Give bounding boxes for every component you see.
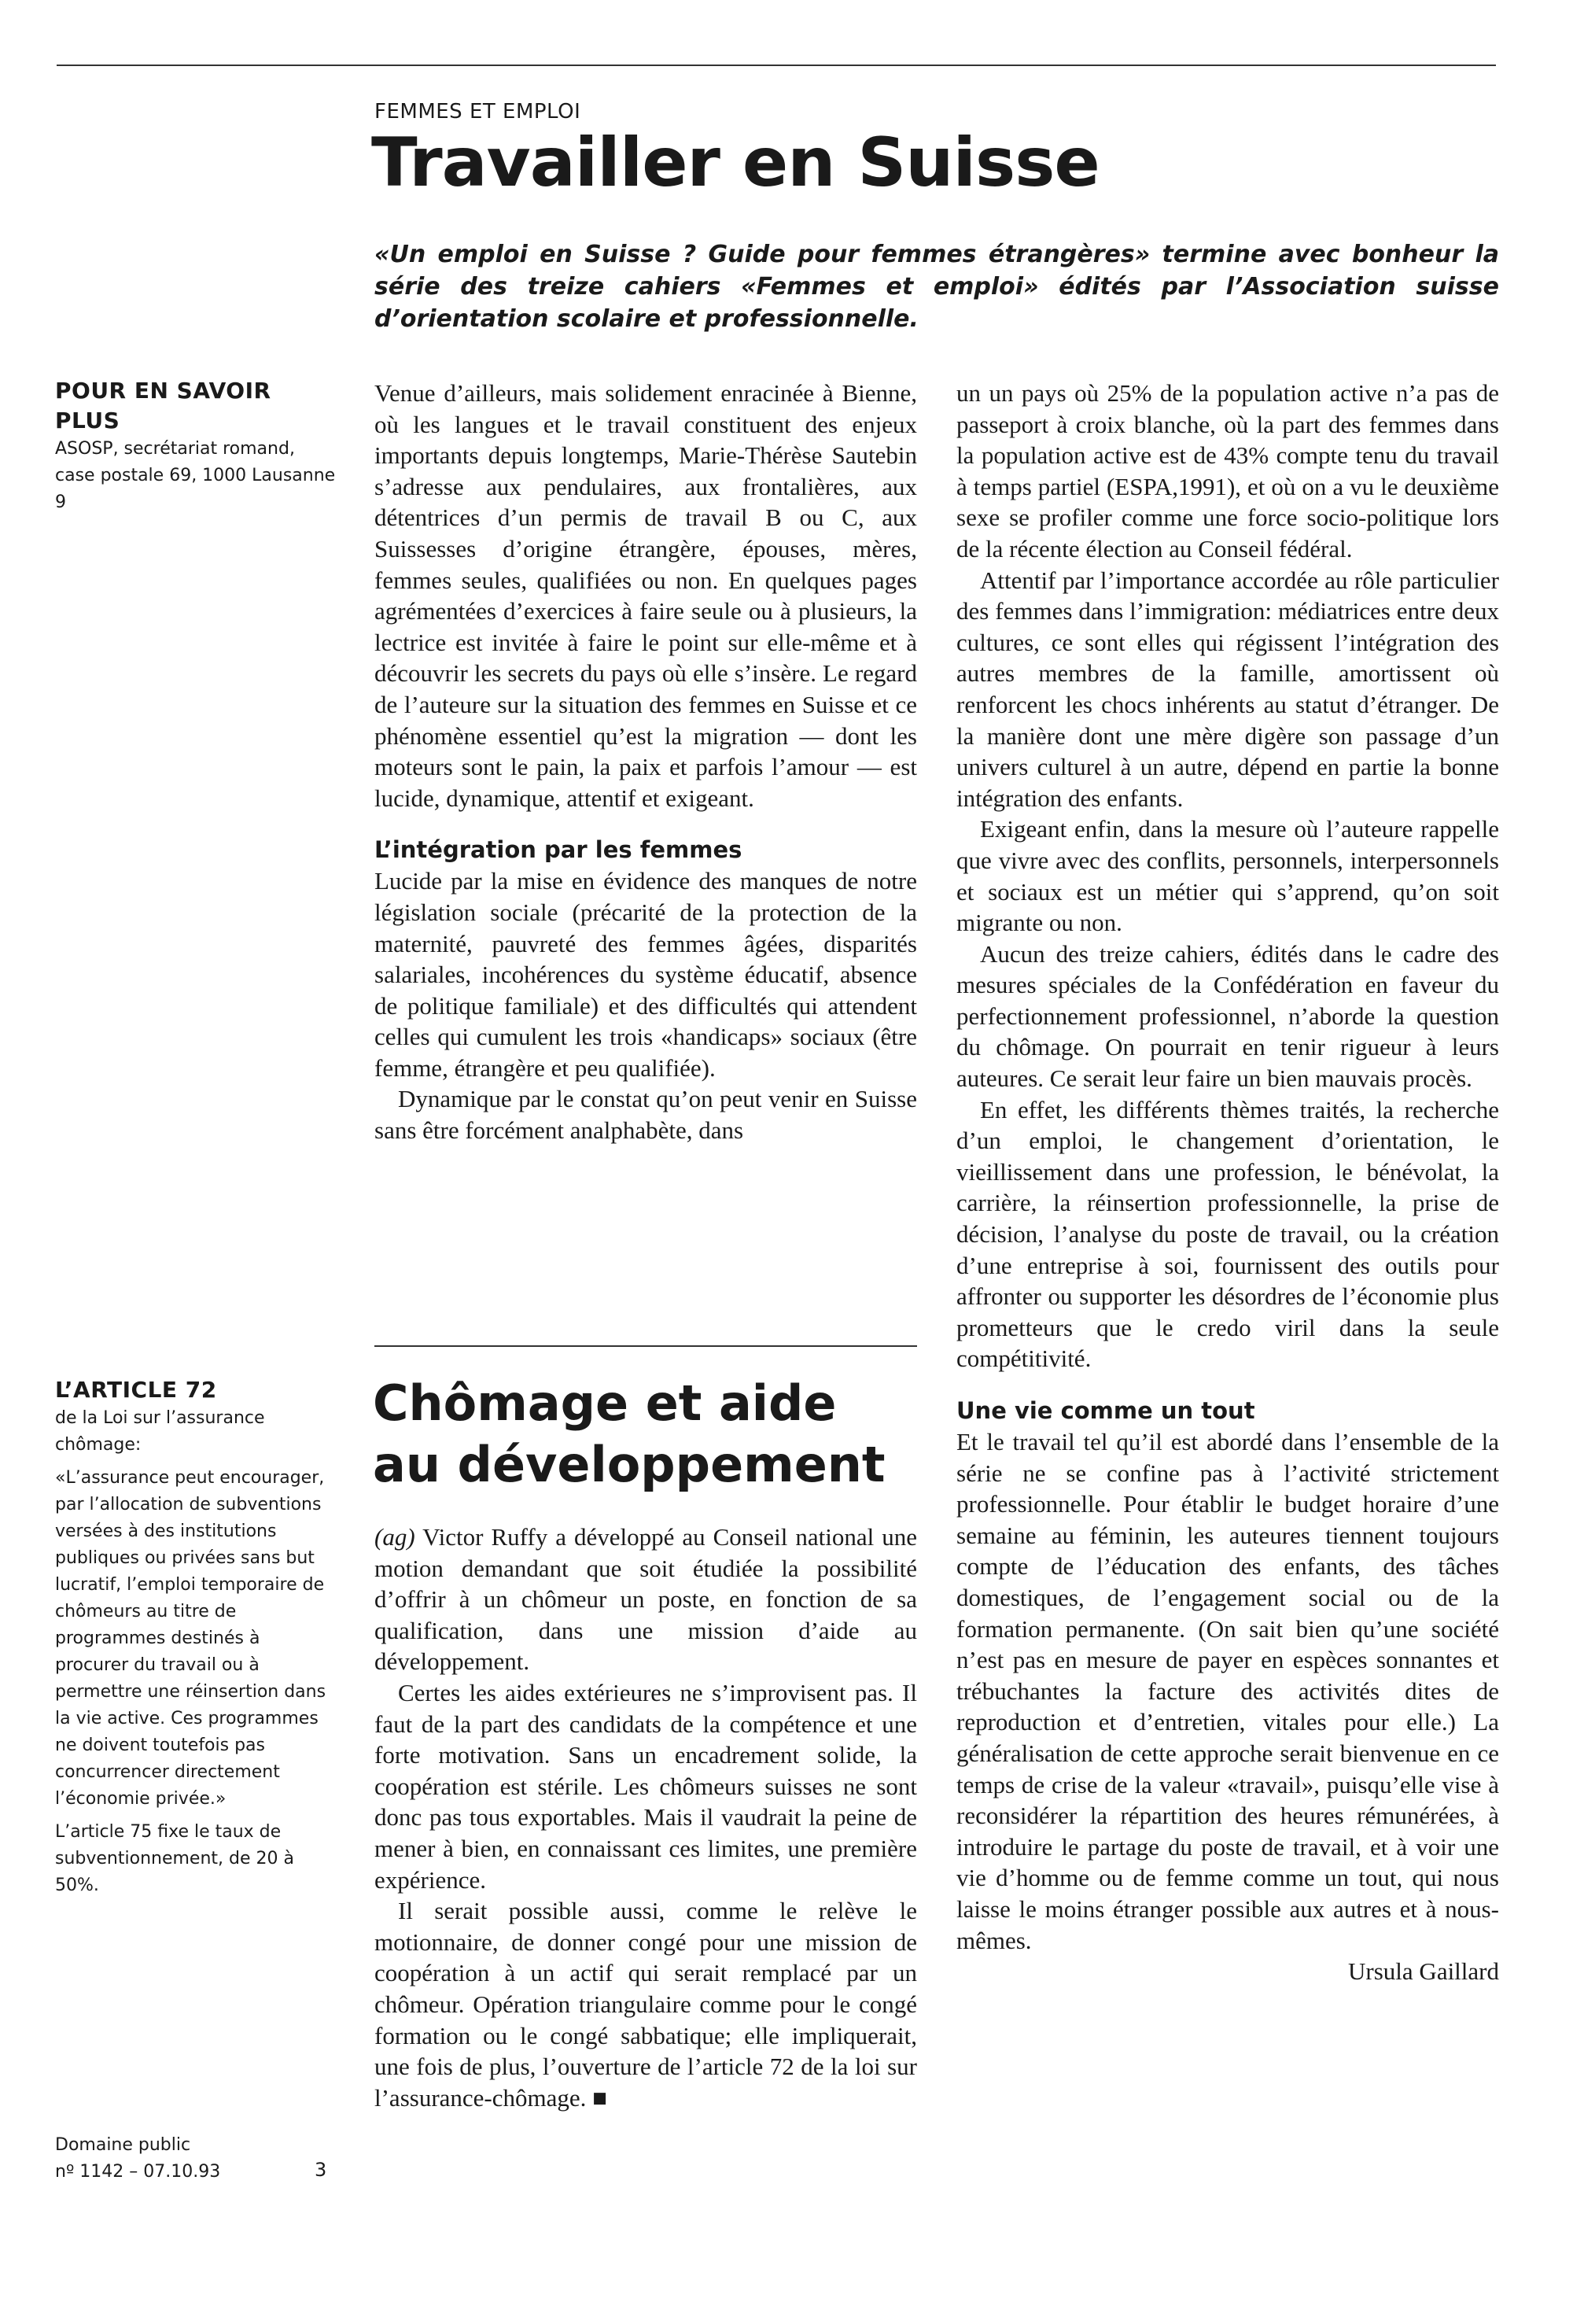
article1-paragraph: Lucide par la mise en évidence des manques de notre législation sociale (précarité de la protection de la maternité, pauvreté des femmes âgées, disparités salariales, incohérences du système éducatif, absence de politique familiale) et des difficultés qui attendent celles qui cumulent les trois «handicaps» sociaux (être femme, étrangère et peu qualifiée).: [374, 867, 917, 1082]
section-kicker: FEMMES ET EMPLOI: [374, 100, 581, 124]
lead-paragraph: «Un emploi en Suisse ? Guide pour femmes étrangères» termine avec bonheur la série des treize cahiers «Femmes et emploi» édités par l’Association suisse d’orientation scolaire et professionnelle.: [374, 241, 1499, 333]
footer-issue: nº 1142 – 07.10.93: [55, 2162, 221, 2182]
sidebar-article-note: L’article 75 fixe le taux de subventionnement, de 20 à 50%.: [55, 1822, 294, 1895]
article2-initials: (ag): [374, 1523, 415, 1551]
page-number: 3: [315, 2159, 327, 2181]
article1-column-1: [374, 378, 917, 1146]
article1-paragraph: Venue d’ailleurs, mais solidement enracinée à Bienne, où les langues et le travail constituent des enjeux importants depuis longtemps, Marie-Thérèse Sautebin s’adresse aux pendulaires, aux frontalières, aux détentrices d’un permis de travail B ou C, aux Suissesses d’origine étrangère, épouses, mères, femmes seules, qualifiées ou non. En quelques pages agrémentées d’exercices à faire seule ou à plusieurs, la lectrice est invitée à faire le point sur elle-même et à découvrir les secrets du pays où elle s’insère. Le regard de l’auteure sur la situation des femmes en Suisse et ce phénomène essentiel qu’est la migration — dont les moteurs sont le pain, la paix et parfois l’amour — est lucide, dynamique, attentif et exigeant.: [374, 379, 917, 812]
article2-title-line2: au développement: [373, 1436, 886, 1493]
article1-paragraph: Aucun des treize cahiers, édités dans le cadre des mesures spéciales de la Confédération en faveur du perfectionnement professionnel, n’aborde la question du chômage. On pourrait en tenir rigueur à leurs auteures. Ce serait leur faire un bien mauvais procès.: [956, 939, 1499, 1093]
top-rule: [57, 65, 1496, 66]
article1-column-2: [956, 378, 1499, 1987]
article2-paragraph: Il serait possible aussi, comme le relève le motionnaire, de donner congé pour une mission de coopération à un actif qui serait remplacé par un chômeur. Opération triangulaire comme pour le congé formation ou le congé sabbatique; elle impliquerait, une fois de plus, l’ouverture de l’article 72 de la loi sur l’assurance-chômage. ■: [374, 1897, 917, 2112]
article1-paragraph: Et le travail tel qu’il est abordé dans l’ensemble de la série ne se confine pas à l’activité strictement professionnelle. Pour établir le budget horaire d’une semaine au féminin, les auteures tiennent toujours compte de l’éducation des enfants, des tâches domestiques, de l’engagement social ou de la formation permanente. (On sait bien qu’une société n’est pas en mesure de payer en espèces sonnantes et trébuchantes la facture des activités dites de reproduction et d’entretien, vitales pour elle.) La généralisation de cette approche serait bienvenue en ce temps de crise de la valeur «travail», puisqu’elle vise à reconsidérer la répartition des heures rémunérées, à introduire le partage du poste de travail, et à voir une vie d’homme ou de femme comme un tout, qui nous laisse le moins étranger possible aux autres et à nous-mêmes.: [956, 1428, 1499, 1954]
sidebar-article-quote: «L’assurance peut encourager, par l’allocation de subventions versées à des institutions publiques ou privées sans but lucratif, l’emploi temporaire de chômeurs au titre de programmes destinés à procurer du travail ou à permettre une réinsertion dans la vie active. Ces programmes ne doivent toutefois pas concurrencer directement l’économie privée.»: [55, 1468, 326, 1809]
sidebar-more-text: ASOSP, secrétariat romand, case postale 69, 1000 Lausanne 9: [55, 439, 336, 512]
article2-paragraph: Certes les aides extérieures ne s’improvisent pas. Il faut de la part des candidats de la compétence et une forte motivation. Sans un encadrement solide, la coopération est stérile. Les chômeurs suisses ne sont donc pas tous exportables. Mais il vaudrait la peine de mener à bien, en connaissant ces limites, une première expérience.: [374, 1678, 917, 1894]
footer-publication: Domaine public: [55, 2135, 191, 2155]
end-mark: ■: [592, 2083, 607, 2112]
article2-title: [373, 1373, 923, 1496]
footer-info: [55, 2132, 338, 2186]
headline: Travailler en Suisse: [371, 124, 1100, 202]
article2-rule: [374, 1345, 917, 1347]
article1-paragraph: Attentif par l’importance accordée au rôle particulier des femmes dans l’immigration: médiatrices entre deux cultures, ce sont elles qui régissent l’intégration des autres membres de la famille, amortissent où renforcent les chocs inhérents au statut d’étranger. De la manière dont une mère digère son passage d’un univers culturel à un autre, dépend en partie la bonne intégration des enfants.: [956, 566, 1499, 812]
article2-paragraph: (ag) Victor Ruffy a développé au Conseil national une motion demandant que soit étudiée la possibilité d’offrir à un chômeur un poste, en fonction de sa qualification, dans une mission d’aide au développement.: [374, 1523, 917, 1676]
article1-paragraph: Exigeant enfin, dans la mesure où l’auteure rappelle que vivre avec des conflits, personnels, interpersonnels et sociaux est un métier qui s’apprend, qu’on soit migrante ou non.: [956, 815, 1499, 937]
sidebar-more-title: POUR EN SAVOIR PLUS: [55, 378, 271, 433]
author-byline: Ursula Gaillard: [1348, 1957, 1499, 1986]
article1-paragraph: En effet, les différents thèmes traités, la recherche d’un emploi, le changement d’orientation, le vieillissement dans une profession, le bénévolat, la carrière, la réinsertion professionnelle, la prise de décision, l’analyse du poste de travail, ou la création d’une entreprise à soi, fournissent des outils pour affronter ou supporter les désordres de l’économie plus prometteurs que le credo viril dans la seule compétitivité.: [956, 1095, 1499, 1373]
article1-subheading-vie: Une vie comme un tout: [956, 1397, 1255, 1424]
sidebar-article-72: [55, 1375, 338, 1905]
article1-paragraph: Dynamique par le constat qu’on peut venir en Suisse sans être forcément analphabète, dans: [374, 1085, 917, 1145]
sidebar-article-intro: de la Loi sur l’assurance chômage:: [55, 1408, 265, 1455]
article1-paragraph: un un pays où 25% de la population active n’a pas de passeport à croix blanche, où la part des femmes dans la population active est de 43% compte tenu du travail à temps partiel (ESPA,1991), et où on a vu le deuxième sexe se profiler comme une force socio-politique lors de la récente élection au Conseil fédéral.: [956, 379, 1499, 563]
sidebar-more-info: [55, 376, 338, 522]
article2-body: [374, 1522, 917, 2113]
article1-subheading-integration: L’intégration par les femmes: [374, 836, 742, 864]
article2-title-line1: Chômage et aide: [373, 1374, 837, 1432]
sidebar-article-title: L’ARTICLE 72: [55, 1377, 217, 1403]
